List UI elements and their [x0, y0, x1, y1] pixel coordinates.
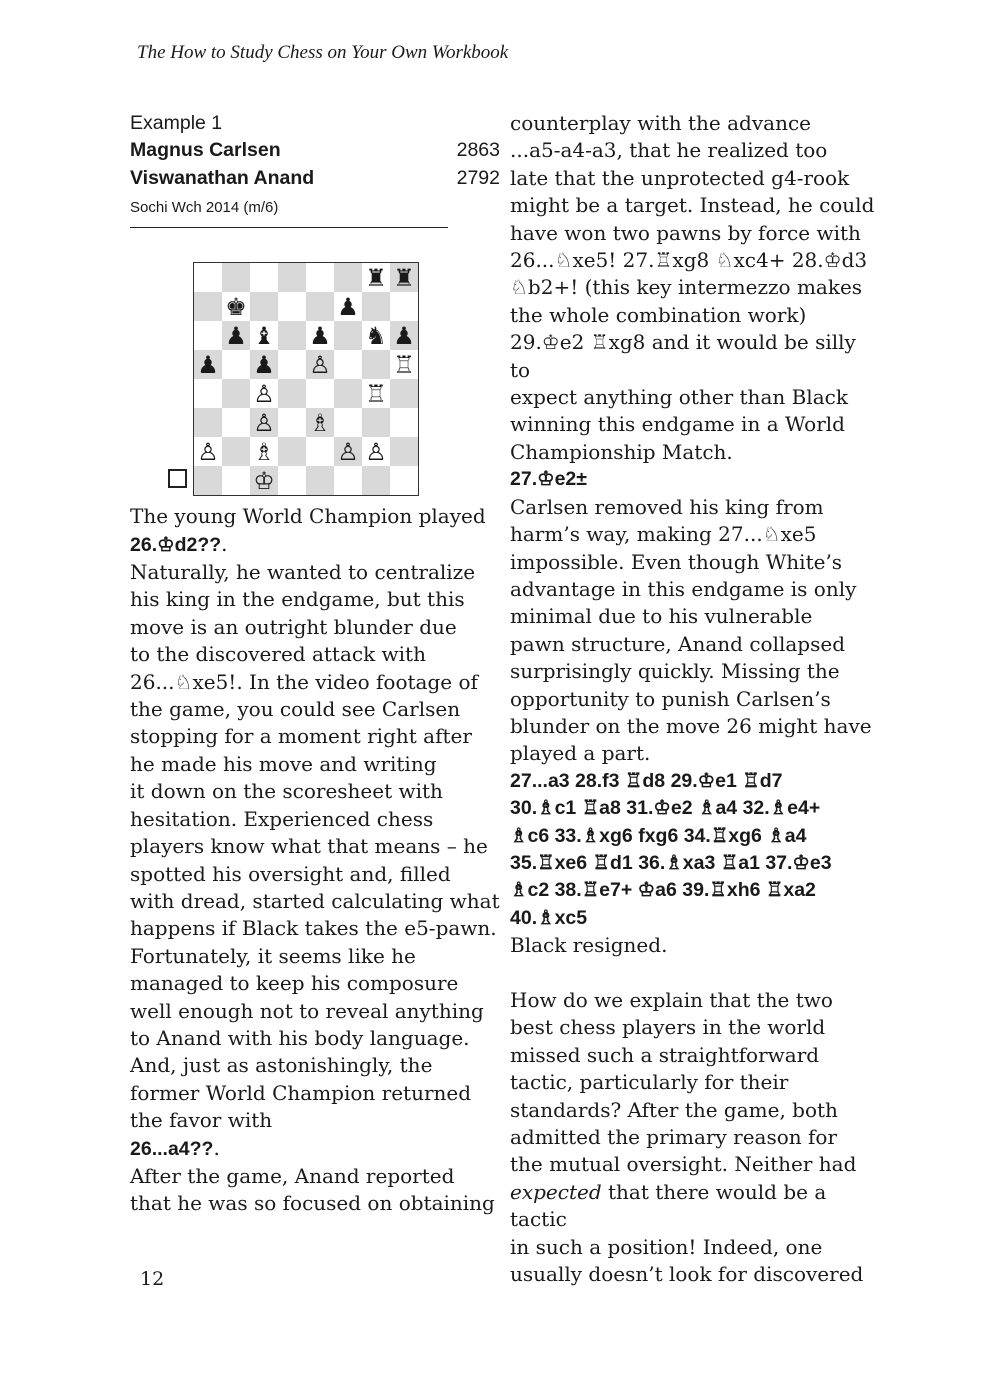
board-square: [306, 263, 334, 292]
board-square: ♚: [222, 292, 250, 321]
text-line: with dread, started calculating what: [130, 888, 500, 913]
text-line: ♘b2+! (this key intermezzo makes: [510, 275, 863, 300]
text-line: [130, 1135, 500, 1163]
board-square: ♗: [250, 437, 278, 466]
board-square: ♖: [390, 350, 418, 379]
text-line: hesitation. Experienced chess: [130, 806, 434, 831]
text-line: 29.♔e2 ♖xg8 and it would be silly to: [510, 330, 856, 382]
board-square: [194, 321, 222, 350]
text-line: late that the unprotected g4-rook: [510, 165, 850, 190]
text-line: to Anand with his body language.: [130, 1025, 470, 1050]
paragraph-gap: [510, 960, 880, 987]
board-square: ♟: [194, 350, 222, 379]
text-line: players know what that means – he: [130, 834, 488, 859]
board-square: ♙: [306, 350, 334, 379]
move-notation: 27...a3 28.f3 ♖d8 29.♔e1 ♖d7: [510, 769, 783, 792]
board-square: [334, 350, 362, 379]
punctuation: .: [213, 1135, 220, 1160]
board-square: [194, 292, 222, 321]
board-square: ♟: [222, 321, 250, 350]
text-line: [510, 1179, 880, 1234]
text-line: in such a position! Indeed, one: [510, 1234, 823, 1259]
emphasis: expected: [510, 1179, 602, 1204]
board-square: ♟: [390, 321, 418, 350]
running-header: The How to Study Chess on Your Own Workbook: [137, 42, 509, 63]
board-square: ♞: [362, 321, 390, 350]
black-player-rating: 2792: [456, 166, 500, 189]
board-square: [222, 408, 250, 437]
board-square: [278, 437, 306, 466]
board-square: ♜: [362, 263, 390, 292]
text-line: standards? After the game, both: [510, 1097, 838, 1122]
black-to-move-indicator: [168, 469, 187, 488]
board-square: [306, 437, 334, 466]
text-line: And, just as astonishingly, the: [130, 1053, 433, 1078]
text-line: the game, you could see Carlsen: [130, 697, 461, 722]
board-square: [278, 379, 306, 408]
text-line: minimal due to his vulnerable: [510, 604, 813, 629]
board-square: [390, 379, 418, 408]
text-line: counterplay with the advance: [510, 111, 811, 135]
move-notation: ♗c6 33.♗xg6 fxg6 34.♖xg6 ♗a4: [510, 824, 807, 847]
white-player: [130, 137, 500, 164]
text-line: his king in the endgame, but this: [130, 587, 465, 612]
move-notation: 26...a4??: [130, 1137, 214, 1160]
text-line: have won two pawns by force with: [510, 220, 861, 245]
text-line: opportunity to punish Carlsen’s: [510, 686, 831, 711]
move-notation: 26.♔d2??: [130, 533, 222, 556]
board-square: [222, 379, 250, 408]
board-square: [194, 379, 222, 408]
text-line: the mutual oversight. Neither had: [510, 1152, 857, 1177]
text-line: winning this endgame in a World: [510, 412, 845, 437]
text-line: Carlsen removed his king from: [510, 494, 824, 519]
text-line: the whole combination work): [510, 302, 807, 327]
text-line: move is an outright blunder due: [130, 614, 457, 639]
text-line: might be a target. Instead, he could: [510, 193, 875, 218]
text-line: managed to keep his composure: [130, 971, 459, 996]
board-square: [306, 292, 334, 321]
board-square: ♙: [250, 408, 278, 437]
board-square: [222, 350, 250, 379]
move-notation: 40.♗xc5: [510, 906, 588, 929]
text-line: stopping for a moment right after: [130, 724, 472, 749]
text-line: blunder on the move 26 might have: [510, 713, 872, 738]
move-notation: 27.♔e2±: [510, 468, 587, 491]
text-line: best chess players in the world: [510, 1015, 826, 1040]
board-square: [222, 263, 250, 292]
board-square: [194, 263, 222, 292]
black-player-name: Viswanathan Anand: [130, 166, 315, 189]
text-line: The young World Champion played: [130, 504, 486, 529]
text-line: missed such a straightforward: [510, 1042, 820, 1067]
text-line: expect anything other than Black: [510, 385, 848, 410]
text-line: admitted the primary reason for: [510, 1125, 838, 1150]
text-line: that he was so focused on obtaining: [130, 1191, 495, 1216]
board-square: [222, 466, 250, 495]
board-square: [390, 408, 418, 437]
board-square: [194, 408, 222, 437]
board-square: [334, 408, 362, 437]
text-line: Black resigned.: [510, 933, 668, 958]
example-label: Example 1: [130, 112, 223, 134]
left-column: [130, 110, 500, 1218]
board-square: [250, 292, 278, 321]
board-square: ♗: [306, 408, 334, 437]
board-area: [130, 228, 500, 503]
text-fragment: that there would be a tactic: [510, 1179, 827, 1232]
right-column: [510, 110, 880, 1288]
text-line: the favor with: [130, 1108, 273, 1133]
board-square: [222, 437, 250, 466]
text-line: advantage in this endgame is only: [510, 576, 857, 601]
text-line: Championship Match.: [510, 439, 733, 464]
text-line: How do we explain that the two: [510, 987, 833, 1012]
board-square: ♜: [390, 263, 418, 292]
punctuation: .: [221, 531, 228, 556]
board-square: [390, 292, 418, 321]
text-line: he made his move and writing: [130, 751, 437, 776]
text-line: well enough not to reveal anything: [130, 998, 484, 1023]
board-square: [278, 321, 306, 350]
board-square: ♟: [250, 350, 278, 379]
board-square: [362, 408, 390, 437]
board-square: ♙: [362, 437, 390, 466]
text-line: usually doesn’t look for discovered: [510, 1262, 864, 1287]
board-square: [362, 350, 390, 379]
board-square: ♙: [334, 437, 362, 466]
board-square: [334, 466, 362, 495]
text-line: harm’s way, making 27...♘xe5: [510, 522, 817, 547]
white-player-rating: 2863: [456, 139, 500, 162]
text-line: tactic, particularly for their: [510, 1070, 789, 1095]
board-square: ♙: [250, 379, 278, 408]
board-square: [306, 379, 334, 408]
board-square: [278, 350, 306, 379]
text-line: former World Champion returned: [130, 1080, 472, 1105]
move-notation: 30.♗c1 ♖a8 31.♔e2 ♗a4 32.♗e4+: [510, 797, 821, 820]
move-notation: 35.♖xe6 ♖d1 36.♗xa3 ♖a1 37.♔e3: [510, 851, 832, 874]
text-line: Naturally, he wanted to centralize: [130, 560, 476, 585]
board-square: [250, 263, 278, 292]
black-player: [130, 165, 500, 192]
board-square: [390, 466, 418, 495]
board-square: [194, 466, 222, 495]
move-notation: ♗c2 38.♖e7+ ♔a6 39.♖xh6 ♖xa2: [510, 879, 816, 902]
board-square: [334, 263, 362, 292]
board-square: [306, 466, 334, 495]
text-line: to the discovered attack with: [130, 642, 426, 667]
text-line: surprisingly quickly. Missing the: [510, 659, 840, 684]
board-square: ♟: [334, 292, 362, 321]
text-line: it down on the scoresheet with: [130, 779, 443, 804]
text-line: 26...♘xe5!. In the video footage of: [130, 669, 478, 694]
event-info: Sochi Wch 2014 (m/6): [130, 199, 279, 217]
board-square: [362, 292, 390, 321]
text-line: After the game, Anand reported: [130, 1163, 455, 1188]
text-line: spotted his oversight and, filled: [130, 861, 451, 886]
text-line: played a part.: [510, 741, 651, 766]
text-line: Fortunately, it seems like he: [130, 943, 416, 968]
board-square: [390, 437, 418, 466]
text-line: happens if Black takes the e5-pawn.: [130, 916, 497, 941]
text-line: ...a5-a4-a3, that he realized too: [510, 138, 828, 163]
board-square: ♖: [362, 379, 390, 408]
board-square: [334, 321, 362, 350]
text-line: impossible. Even though White’s: [510, 549, 843, 574]
text-line: 26...♘xe5! 27.♖xg8 ♘xc4+ 28.♔d3: [510, 248, 868, 273]
board-square: ♔: [250, 466, 278, 495]
text-line: [130, 531, 500, 559]
board-square: ♝: [250, 321, 278, 350]
board-square: [278, 466, 306, 495]
board-square: [362, 466, 390, 495]
board-square: [278, 408, 306, 437]
chess-board: [193, 262, 419, 496]
board-square: [334, 379, 362, 408]
board-square: ♟: [306, 321, 334, 350]
text-line: pawn structure, Anand collapsed: [510, 631, 846, 656]
board-square: [278, 292, 306, 321]
board-square: [278, 263, 306, 292]
board-square: ♙: [194, 437, 222, 466]
page-number: 12: [140, 1268, 165, 1290]
left-text: [130, 503, 500, 1218]
white-player-name: Magnus Carlsen: [130, 139, 281, 162]
